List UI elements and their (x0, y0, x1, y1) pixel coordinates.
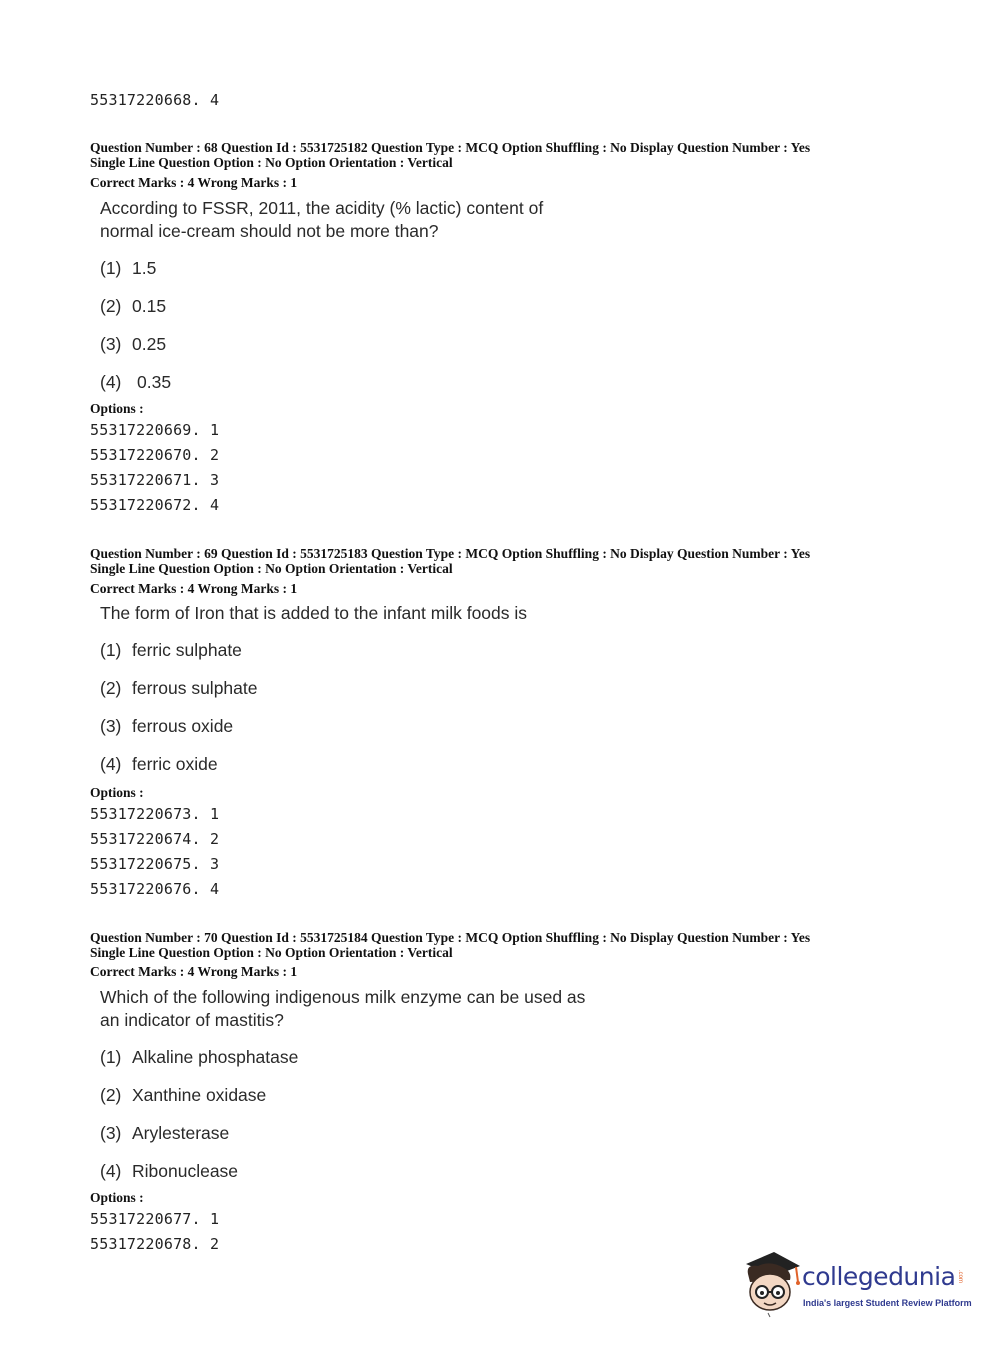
option-id: 55317220676. 4 (90, 880, 220, 898)
question-meta: Question Number : 69 Question Id : 5531725183 Question Type : MCQ Option Shuffling : No Display Question Number : Yes (90, 546, 811, 561)
logo-domain-suffix: .com (957, 1270, 963, 1284)
option-id: 55317220673. 1 (90, 805, 220, 823)
answer-choice: (3) Arylesterase (100, 1123, 230, 1143)
answer-choice: (3) 0.25 (100, 334, 167, 354)
options-label: Options : (90, 785, 144, 800)
question-meta: Single Line Question Option : No Option Orientation : Vertical (90, 945, 453, 960)
options-label: Options : (90, 401, 144, 416)
option-id: 55317220670. 2 (90, 446, 220, 464)
question-text-line: an indicator of mastitis? (100, 1010, 284, 1030)
answer-choice: (1) ferric sulphate (100, 640, 242, 660)
student-mascot-icon (740, 1250, 804, 1318)
question-text-line: normal ice-cream should not be more than? (100, 221, 439, 241)
question-text (100, 197, 543, 243)
question-meta: Question Number : 70 Question Id : 5531725184 Question Type : MCQ Option Shuffling : No Display Question Number : Yes (90, 930, 811, 945)
option-id: 55317220677. 1 (90, 1210, 220, 1228)
logo-wordmark: collegedunia (802, 1262, 956, 1291)
question-marks: Correct Marks : 4 Wrong Marks : 1 (90, 175, 298, 190)
answer-choice: (3) ferrous oxide (100, 716, 234, 736)
answer-choice: (4) Ribonuclease (100, 1161, 239, 1181)
answer-choice: (4) 0.35 (100, 372, 172, 392)
question-text (100, 986, 585, 1032)
option-id: 55317220672. 4 (90, 496, 220, 514)
question-text (100, 602, 527, 625)
question-meta: Single Line Question Option : No Option Orientation : Vertical (90, 155, 453, 170)
option-id: 55317220668. 4 (90, 91, 220, 109)
answer-choice: (1) Alkaline phosphatase (100, 1047, 299, 1067)
option-id: 55317220669. 1 (90, 421, 220, 439)
question-text-line: According to FSSR, 2011, the acidity (% lactic) content of (100, 198, 544, 218)
question-meta: Single Line Question Option : No Option Orientation : Vertical (90, 561, 453, 576)
option-id: 55317220675. 3 (90, 855, 220, 873)
answer-choice: (1) 1.5 (100, 258, 157, 278)
question-marks: Correct Marks : 4 Wrong Marks : 1 (90, 581, 298, 596)
options-label: Options : (90, 1190, 144, 1205)
answer-choice: (2) Xanthine oxidase (100, 1085, 267, 1105)
question-marks: Correct Marks : 4 Wrong Marks : 1 (90, 964, 298, 979)
option-id: 55317220678. 2 (90, 1235, 220, 1253)
option-id: 55317220671. 3 (90, 471, 220, 489)
option-id: 55317220674. 2 (90, 830, 220, 848)
question-text-line: Which of the following indigenous milk enzyme can be used as (100, 987, 586, 1007)
answer-choice: (2) 0.15 (100, 296, 167, 316)
logo-tagline: India's largest Student Review Platform (803, 1298, 972, 1308)
answer-choice: (2) ferrous sulphate (100, 678, 258, 698)
answer-choice: (4) ferric oxide (100, 754, 218, 774)
question-text-line: The form of Iron that is added to the infant milk foods is (100, 603, 528, 623)
question-meta: Question Number : 68 Question Id : 5531725182 Question Type : MCQ Option Shuffling : No Display Question Number : Yes (90, 140, 811, 155)
